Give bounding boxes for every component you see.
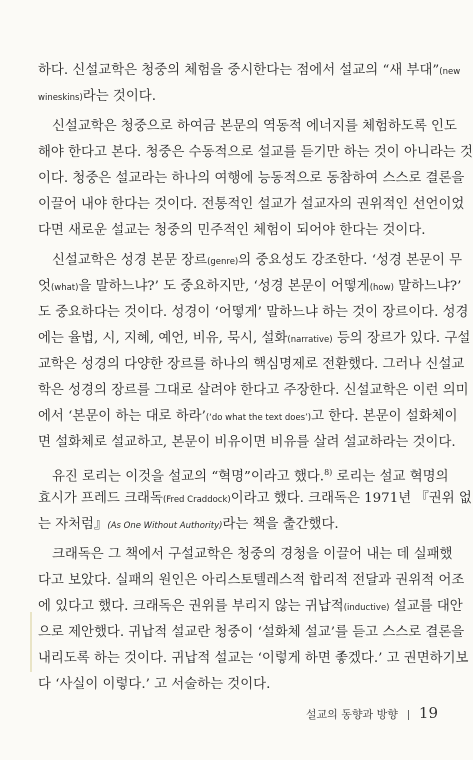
text-line: 이끌어 내야 한다는 것이다. 전통적인 설교가 설교자의 권위적인 선언이었 (38, 197, 465, 212)
text-line: 는 자처럼』(As One Without Authority)라는 책을 출간했다. (38, 517, 339, 532)
text-line: 신설교학은 성경 본문 장르(genre)의 중요성도 강조한다. ‘성경 본문이 무 (52, 253, 463, 268)
text-line: 다 ‘사실이 이렇다.’ 고 서술하는 것이다. (38, 677, 271, 692)
text-line: 효시가 프레드 크래독(Fred Craddock)이라고 했다. 크래독은 1971년 『권위 없 (38, 491, 472, 506)
text-line: 해야 한다고 본다. 청중은 수동적으로 설교를 듣기만 하는 것이 아니라는 것 (38, 145, 473, 160)
footer-separator (408, 710, 409, 720)
page-number: 19 (418, 704, 438, 722)
page-edge-mark (30, 612, 32, 672)
text-line: 으로 제안했다. 귀납적 설교란 청중이 ‘설화체 설교’를 듣고 스스로 결론을 (38, 625, 465, 640)
text-line: 면 설화체로 설교하고, 본문이 비유이면 비유를 살려 설교하라는 것이다. (38, 435, 456, 450)
text-line: 도 중요하다는 것이다. 성경이 ‘어떻게’ 말하느냐 하는 것이 장르이다. 성경 (38, 305, 469, 320)
text-line: 하다. 신설교학은 청중의 체험을 중시한다는 점에서 설교의 “새 부대”(new (38, 63, 461, 78)
text-line: wineskins)라는 것이다. (38, 89, 156, 104)
text-line: 다고 보았다. 실패의 원인은 아리스토텔레스적 합리적 전달과 권위적 어조 (38, 573, 465, 588)
text-line: 신설교학은 청중으로 하여금 본문의 역동적 에너지를 체험하도록 인도 (52, 119, 457, 134)
text-line: 유진 로리는 이것을 설교의 “혁명”이라고 했다.$^{8)}$ 로리는 설교 혁명의 (52, 468, 449, 485)
text-line: 에는 율법, 시, 지혜, 예언, 비유, 묵시, 설화(narrative) 등의 장르가 있다. 구설 (38, 331, 471, 346)
text-line: 학은 성경의 장르를 그대로 살려야 한다고 주장한다. 신설교학은 이런 의미 (38, 383, 469, 398)
text-line: 이다. 청중은 설교라는 하나의 여행에 능동적으로 동참하여 스스로 결론을 (38, 171, 465, 186)
text-line: 에서 ‘본문이 하는 대로 하라’(‘do what the text does’)고 한다. 본문이 설화체이 (38, 409, 458, 424)
text-line: 교학은 성경의 다양한 장르를 하나의 핵심명제로 전환했다. 그러나 신설교 (38, 357, 465, 372)
running-title: 설교의 동향과 방향 (305, 708, 398, 721)
text-line: 다면 새로운 설교는 청중의 민주적인 체험이 되어야 한다는 것이다. (38, 223, 426, 238)
text-line: 에 있다고 했다. 크래독은 권위를 부리지 않는 귀납적(inductive) 설교를 대안 (38, 599, 463, 614)
footnote-mark: 8) (324, 468, 333, 477)
text-line: 엇(what)을 말하느냐?’ 도 중요하지만, ‘성경 본문이 어떻게(how) 말하느냐?’ (38, 279, 462, 294)
page-footer (0, 704, 438, 722)
text-line: 크래독은 그 책에서 구설교학은 청중의 경청을 이끌어 내는 데 실패했 (52, 547, 453, 562)
body-text (38, 58, 473, 698)
text-line: 내리도록 하는 것이다. 귀납적 설교는 ‘이렇게 하면 좋겠다.’ 고 권면하기보 (38, 651, 469, 666)
